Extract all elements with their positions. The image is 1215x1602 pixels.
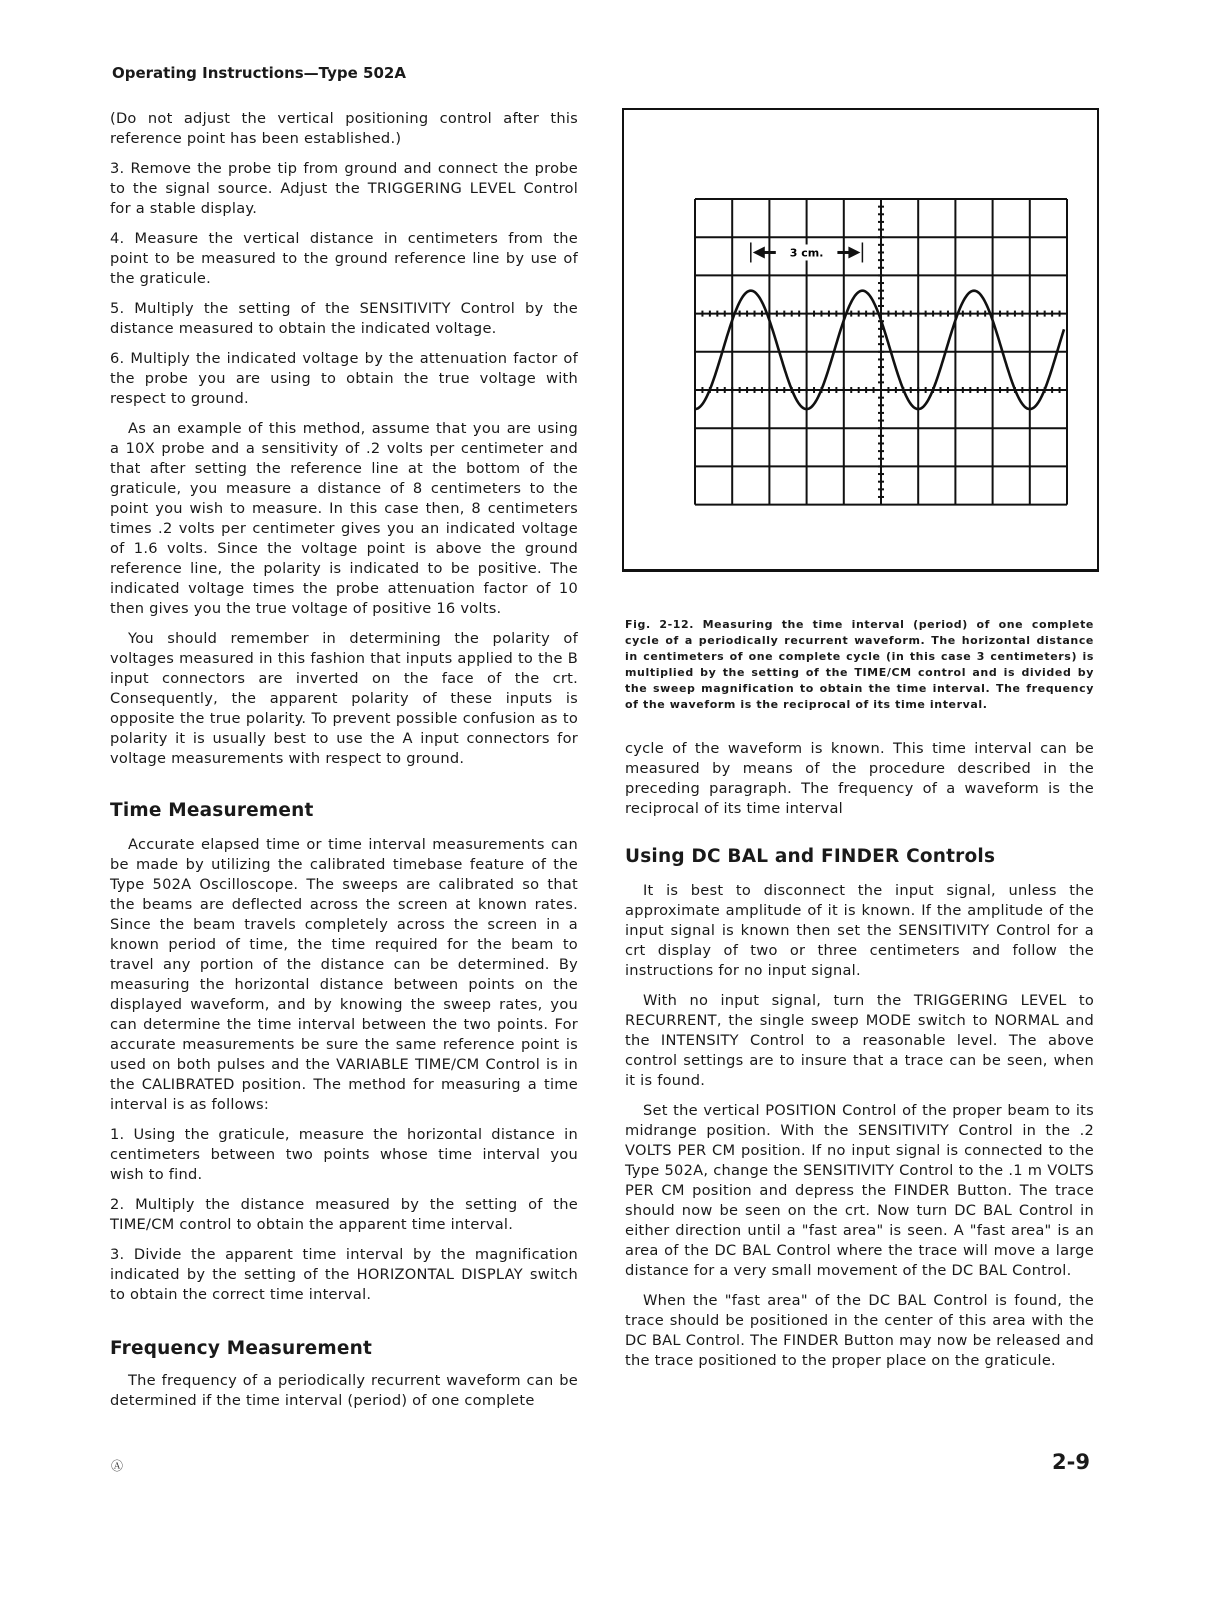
paragraph: As an example of this method, assume that you are using a 10X probe and a sensitivity of .2 volts per centimeter and that after setting the reference line at the bottom of the graticule, you measure a distance of 8 centimeters to the point you wish to measure. In this case then, 8 centimeters times .2 volts per centimeter gives you an indicated voltage of 1.6 volts. Since the voltage point is above the ground reference line, the polarity is indicated to be positive. The indicated voltage times the probe attenuation factor of 10 then gives you the true voltage of positive 16 volts. [110,420,578,617]
frequency-paragraph-continued: cycle of the waveform is known. This time interval can be measured by means of the procedure described in the preceding paragraph. The frequency of a waveform is the reciprocal of its time interval [625,740,1094,817]
heading-dc-bal-finder: Using DC BAL and FINDER Controls [625,846,996,867]
paragraph: 6. Multiply the indicated voltage by the attenuation factor of the probe you are using to obtain the true voltage with respect to ground. [110,350,578,407]
right-column [625,739,1094,1381]
page-number: 2-9 [1052,1450,1090,1474]
oscilloscope-graticule [624,110,1097,569]
waveform-trace [695,291,1064,409]
heading-frequency-measurement: Frequency Measurement [110,1338,373,1359]
paragraph: 1. Using the graticule, measure the horizontal distance in centimeters between two points whose time interval you wish to find. [110,1126,578,1183]
paragraph: When the "fast area" of the DC BAL Control is found, the trace should be positioned in the center of this area with the DC BAL Control. The FINDER Button may now be released and the trace positioned to the proper place on the graticule. [625,1292,1094,1369]
paragraph: Accurate elapsed time or time interval measurements can be made by utilizing the calibrated timebase feature of the Type 502A Oscilloscope. The sweeps are calibrated so that the beams are deflected across the screen at known rates. Since the beam travels completely across the screen in a known period of time, the time required for the beam to travel any portion of the distance can be determined. By measuring the horizontal distance between points on the displayed waveform, and by knowing the sweep rates, you can determine the time interval between the two points. For accurate measurements be sure the same reference point is used on both pulses and the VARIABLE TIME/CM Control is in the CALIBRATED position. The method for measuring a time interval is as follows: [110,836,578,1113]
paragraph: 3. Remove the probe tip from ground and connect the probe to the signal source. Adjust the TRIGGERING LEVEL Control for a stable display. [110,160,578,217]
frequency-paragraph: The frequency of a periodically recurrent waveform can be determined if the time interval (period) of one complete [110,1372,578,1409]
left-column [110,109,578,1421]
measure-label: 3 cm. [789,246,824,260]
arrow-right-icon [848,246,860,258]
paragraph: 4. Measure the vertical distance in centimeters from the point to be measured to the ground reference line by use of the graticule. [110,230,578,287]
arrow-left-icon [753,246,765,258]
heading-time-measurement: Time Measurement [110,800,314,821]
paragraph: (Do not adjust the vertical positioning control after this reference point has been established.) [110,110,578,147]
paragraph: 3. Divide the apparent time interval by the magnification indicated by the setting of the HORIZONTAL DISPLAY switch to obtain the correct time interval. [110,1246,578,1303]
figure-2-12 [622,108,1099,572]
paragraph: It is best to disconnect the input signal, unless the approximate amplitude of it is known. If the amplitude of the input signal is known then set the SENSITIVITY Control for a crt display of two or three centimeters and follow the instructions for no input signal. [625,882,1094,979]
paragraph: You should remember in determining the polarity of voltages measured in this fashion that inputs applied to the B input connectors are inverted on the face of the crt. Consequently, the apparent polarity of these inputs is opposite the true polarity. To prevent possible confusion as to polarity it is usually best to use the A input connectors for voltage measurements with respect to ground. [110,630,578,767]
paragraph: With no input signal, turn the TRIGGERING LEVEL to RECURRENT, the single sweep MODE switch to NORMAL and the INTENSITY Control to a reasonable level. The above control settings are to insure that a trace can be seen, when it is found. [625,992,1094,1089]
paragraph: 2. Multiply the distance measured by the setting of the TIME/CM control to obtain the apparent time interval. [110,1196,578,1233]
paragraph: 5. Multiply the setting of the SENSITIVITY Control by the distance measured to obtain the indicated voltage. [110,300,578,337]
figure-caption: Fig. 2-12. Measuring the time interval (period) of one complete cycle of a periodically recurrent waveform. The horizontal distance in centimeters of one complete cycle (in this case 3 centimeters) is multiplied by the setting of the TIME/CM control and is divided by the sweep magnification to obtain the time interval. The frequency of the waveform is the reciprocal of its time interval. [625,618,1094,711]
revision-mark: Ⓐ [111,1459,124,1473]
running-header: Operating Instructions—Type 502A [112,64,406,82]
paragraph: Set the vertical POSITION Control of the proper beam to its midrange position. With the SENSITIVITY Control in the .2 VOLTS PER CM position. If no input signal is connected to the Type 502A, change the SENSITIVITY Control to the .1 m VOLTS PER CM position and depress the FINDER Button. The trace should now be seen on the crt. Now turn DC BAL Control in either direction until a "fast area" is seen. A "fast area" is an area of the DC BAL Control where the trace will move a large distance for a very small movement of the DC BAL Control. [625,1102,1094,1279]
